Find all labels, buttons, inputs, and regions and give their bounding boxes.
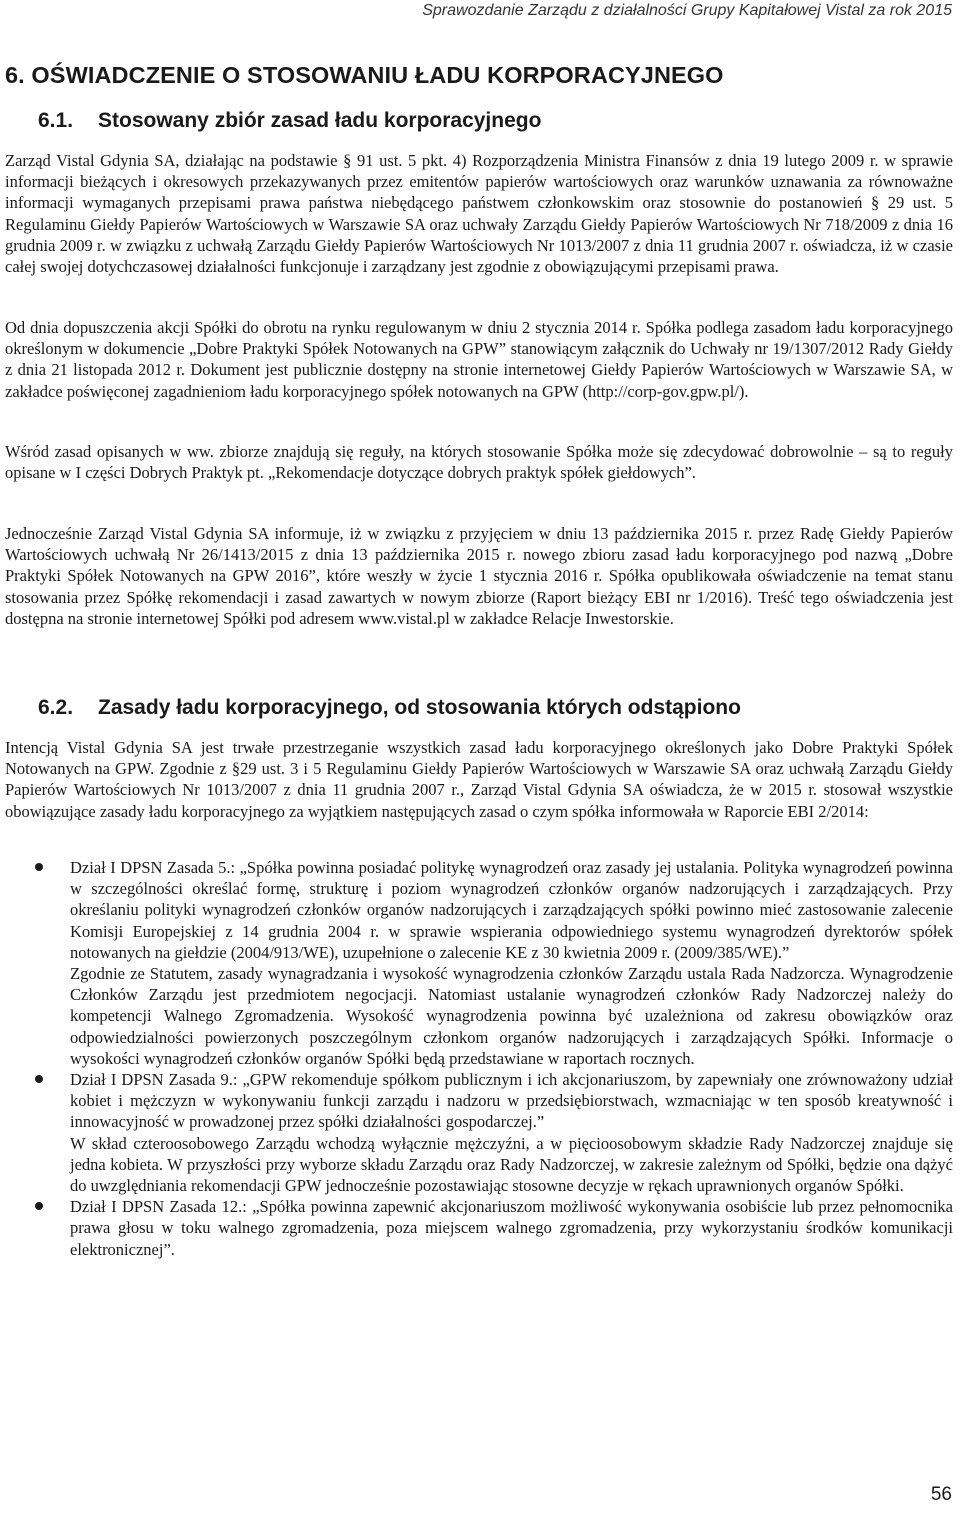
paragraph-statement: Zarząd Vistal Gdynia SA, działając na podstawie § 91 ust. 5 pkt. 4) Rozporządzenia Ministra Finansów z dnia 19 lutego 2009 r. w sprawie informacji bieżących i okresowych przekazywanych przez emitentów papierów wartościowych oraz warunków uznawania za równoważne informacji wymaganych przepisami prawa państwa niebędącego państwem członkowskim oraz stosownie do postanowień § 29 ust. 5 Regulaminu Giełdy Papierów Wartościowych w Warszawie SA oraz uchwały Zarządu Giełdy Papierów Wartościowych Nr 718/2009 z dnia 16 grudnia 2009 r. w związku z uchwałą Zarządu Giełdy Papierów Wartościowych Nr 1013/2007 z dnia 11 grudnia 2007 r. oświadcza, iż w czasie całej swojej dotychczasowej działalności funkcjonuje i zarządzany jest zgodnie z obowiązującymi przepisami prawa. [5, 151, 953, 277]
list-item-comment: W skład czteroosobowego Zarządu wchodzą wyłącznie mężczyźni, a w pięcioosobowym składzie Rady Nadzorczej znajduje się jedna kobieta. W przyszłości przy wyborze składu Zarządu oraz Rady Nadzorczej, w zakresie zależnym od Spółki, będzie ona dążyć do uwzględniania rekomendacji GPW jednocześnie pozostawiając stosowne decyzje w rękach uprawnionych organów Spółki. [70, 1133, 953, 1196]
subsection-title: Zasady ładu korporacyjnego, od stosowania których odstąpiono [98, 696, 741, 719]
list-item [0, 857, 953, 1069]
page-number: 56 [930, 1484, 952, 1505]
list-item-comment: Zgodnie ze Statutem, zasady wynagradzania i wysokość wynagrodzenia członków Zarządu ustala Rada Nadzorcza. Wynagrodzenie Członków Zarządu jest przedmiotem negocjacji. Natomiast ustalanie wynagrodzeń członków Rady Nadzorczej należy do kompetencji Walnego Zgromadzenia. Wysokość wynagrodzenia powinna być uzależniona od zakresu obowiązków oraz odpowiedzialności powierzonych poszczególnym członkom organów nadzorujących i zarządzających Spółki. Informacje o wysokości wynagrodzeń członków organów Spółki będą przedstawiane w raportach rocznych. [70, 964, 953, 1068]
paragraph-voluntary-rules: Wśród zasad opisanych w ww. zbiorze znajdują się reguły, na których stosowanie Spółka może się zdecydować dobrowolnie – są to reguły opisane w I części Dobrych Praktyk pt. „Rekomendacje dotyczące dobrych praktyk spółek giełdowych”. [5, 442, 953, 483]
exceptions-list [0, 857, 953, 1260]
paragraph-new-code-2016: Jednocześnie Zarząd Vistal Gdynia SA informuje, iż w związku z przyjęciem w dniu 13 października 2015 r. przez Radę Giełdy Papierów Wartościowych uchwałą Nr 26/1413/2015 z dnia 13 października 2015 r. nowego zbioru zasad ładu korporacyjnego pod nazwą „Dobre Praktyki Spółek Notowanych na GPW 2016”, które weszły w życie 1 stycznia 2016 r. Spółka opublikowała oświadczenie na temat stanu stosowania przez Spółkę rekomendacji i zasad zawartych w nowym zbiorze (Raport bieżący EBI nr 1/2016). Treść tego oświadczenia jest dostępna na stronie internetowej Spółki pod adresem www.vistal.pl w zakładce Relacje Inwestorskie. [5, 524, 953, 628]
subsection-title: Stosowany zbiór zasad ładu korporacyjnego [98, 109, 542, 132]
list-item [0, 1069, 953, 1196]
list-item-rule: Dział I DPSN Zasada 12.: „Spółka powinna zapewnić akcjonariuszom możliwość wykonywania osobiście lub przez pełnomocnika prawa głosu w toku walnego zgromadzenia, poza miejscem walnego zgromadzenia, przy wykorzystaniu środków komunikacji elektronicznej”. [70, 1197, 953, 1259]
list-item-rule: Dział I DPSN Zasada 5.: „Spółka powinna posiadać politykę wynagrodzeń oraz zasady jej ustalania. Polityka wynagrodzeń powinna w szczególności określać formę, strukturę i poziom wynagrodzeń członków organów nadzorujących i zarządzających. Przy określaniu polityki wynagrodzeń członków organów nadzorujących i zarządzających spółki powinno mieć zastosowanie zalecenie Komisji Europejskiej z 14 grudnia 2004 r. w sprawie wspierania odpowiedniego systemu wynagrodzeń dyrektorów spółek notowanych na giełdzie (2004/913/WE), uzupełnione o zalecenie KE z 30 kwietnia 2009 r. (2009/385/WE).” [70, 858, 953, 962]
subsection-heading-6-1 [38, 109, 541, 133]
subsection-number: 6.1. [38, 109, 74, 132]
bullet-icon [35, 1075, 43, 1083]
paragraph-good-practices: Od dnia dopuszczenia akcji Spółki do obrotu na rynku regulowanym w dniu 2 stycznia 2014 r. Spółka podlega zasadom ładu korporacyjnego określonym w dokumencie „Dobre Praktyki Spółek Notowanych na GPW” stanowiącym załącznik do Uchwały nr 19/1307/2012 Rady Giełdy z dnia 21 listopada 2012 r. Dokument jest publicznie dostępny na stronie internetowej Giełdy Papierów Wartościowych w Warszawie SA, w zakładce poświęconej zagadnieniom ładu korporacyjnego spółek notowanych na GPW (http://corp-gov.gpw.pl/). [5, 318, 953, 401]
subsection-heading-6-2 [38, 696, 741, 720]
subsection-number: 6.2. [38, 696, 74, 719]
paragraph-intro-exceptions: Intencją Vistal Gdynia SA jest trwałe przestrzeganie wszystkich zasad ładu korporacyjnego określonych jako Dobre Praktyki Spółek Notowanych na GPW. Zgodnie z §29 ust. 3 i 5 Regulaminu Giełdy Papierów Wartościowych w Warszawie SA oraz uchwałą Zarządu Giełdy Papierów Wartościowych Nr 1013/2007 z dnia 11 grudnia 2007 r., Zarząd Vistal Gdynia SA oświadcza, że w 2015 r. stosował wszystkie obowiązujące zasady ładu korporacyjnego za wyjątkiem następujących zasad o czym spółka informowała w Raporcie EBI 2/2014: [5, 738, 953, 821]
list-item [0, 1196, 953, 1260]
bullet-icon [35, 863, 43, 871]
section-title: 6. OŚWIADCZENIE O STOSOWANIU ŁADU KORPORACYJNEGO [5, 62, 724, 88]
list-item-rule: Dział I DPSN Zasada 9.: „GPW rekomenduje spółkom publicznym i ich akcjonariuszom, by zapewniały one zrównoważony udział kobiet i mężczyzn w wykonywaniu funkcji zarządu i nadzoru w przedsiębiorstwach, wzmacniając w ten sposób kreatywność i innowacyjność w prowadzonej przez spółki działalności gospodarczej.” [70, 1070, 953, 1132]
bullet-icon [35, 1202, 43, 1210]
running-header: Sprawozdanie Zarządu z działalności Grupy Kapitałowej Vistal za rok 2015 [422, 2, 952, 19]
